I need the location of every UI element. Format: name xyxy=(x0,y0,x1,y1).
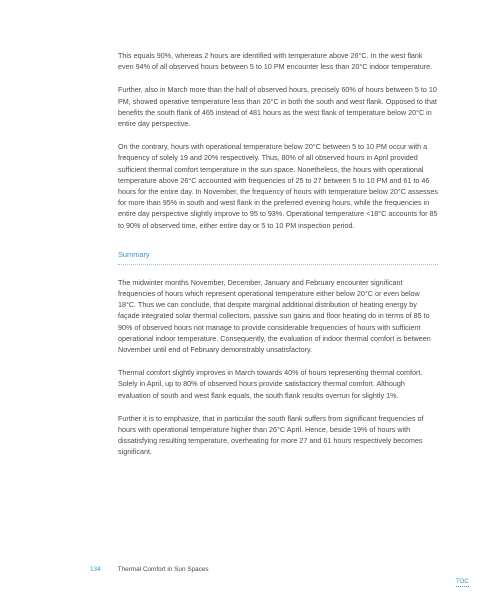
summary-paragraph-2: Thermal comfort slightly improves in March towards 40% of hours representing thermal comfort. Solely in April, up to 80% of observed hours provide satisfactory thermal comfort. Although evaluation of south and west flank equals, the south flank results overrun for slightly 1%. xyxy=(118,368,423,400)
body-paragraph-3: On the contrary, hours with operational temperature below 20°C between 5 to 10 PM occur with a frequency of solely 19 and 20% respectively. Thus, 80% of all observed hours in April provided sufficient thermal comfort temperature in the sun space. Nonetheless, the hours with operational temperature above 26°C accounted with frequencies of 25 to 27 between 5 to 10 PM and 61 to 46 hours for the entire day. In November, the frequency of hours with temperature below 20°C assesses for more than 95% in south and west flank in the preferred evening hours, while the frequencies in entire day perspective slightly improve to 95 to 93%. Operational temperature <18°C accounts for 85 to 90% of observed time, either entire day or 5 to 10 PM inspection period. xyxy=(118,142,438,230)
summary-paragraph-1: The midwinter months November, December, January and February encounter significant frequencies of hours which represent operational temperature either below 20°C or even below 18°C. Thus we can conclude, that despite marginal additional distribution of heating energy by façade integrated solar thermal collectors, passive sun gains and floor heating do in terms of 85 to 90% of observed hours not manage to provide considerable frequencies of hours with sufficient operational indoor temperature. Consequently, the evaluation of indoor thermal comfort is between November until end of February demonstrably unsatisfactory. xyxy=(118,277,431,355)
body-paragraph-2: Further, also in March more than the half of observed hours, precisely 60% of hours between 5 to 10 PM, showed operative temperature less than 20°C in both the south and west flank. Opposed to that benefits the south flank of 465 instead of 481 hours as the west flank of temperature below 20°C in entire day perspective. xyxy=(118,85,437,129)
main-content xyxy=(118,50,438,470)
summary-paragraph-3: Further it is to emphasize, that in particular the south flank suffers from significant frequencies of hours with operational temperature higher than 26°C April. Hence, beside 19% of hours with dissatisfying resulting temperature, overheating for more 27 and 61 hours respectively becomes significant. xyxy=(118,413,424,457)
summary-divider xyxy=(118,264,438,265)
page-footer xyxy=(90,565,209,574)
summary-heading: Summary xyxy=(118,249,150,259)
toc-link[interactable]: TOC xyxy=(456,579,469,585)
body-paragraph-1: This equals 90%, whereas 2 hours are identified with temperature above 26°C. In the west flank even 94% of all observed hours between 5 to 10 PM encounter less than 20°C indoor temperature. xyxy=(118,51,433,72)
page-number: 134 xyxy=(90,566,101,573)
running-title: Thermal Comfort in Sun Spaces xyxy=(117,566,209,573)
